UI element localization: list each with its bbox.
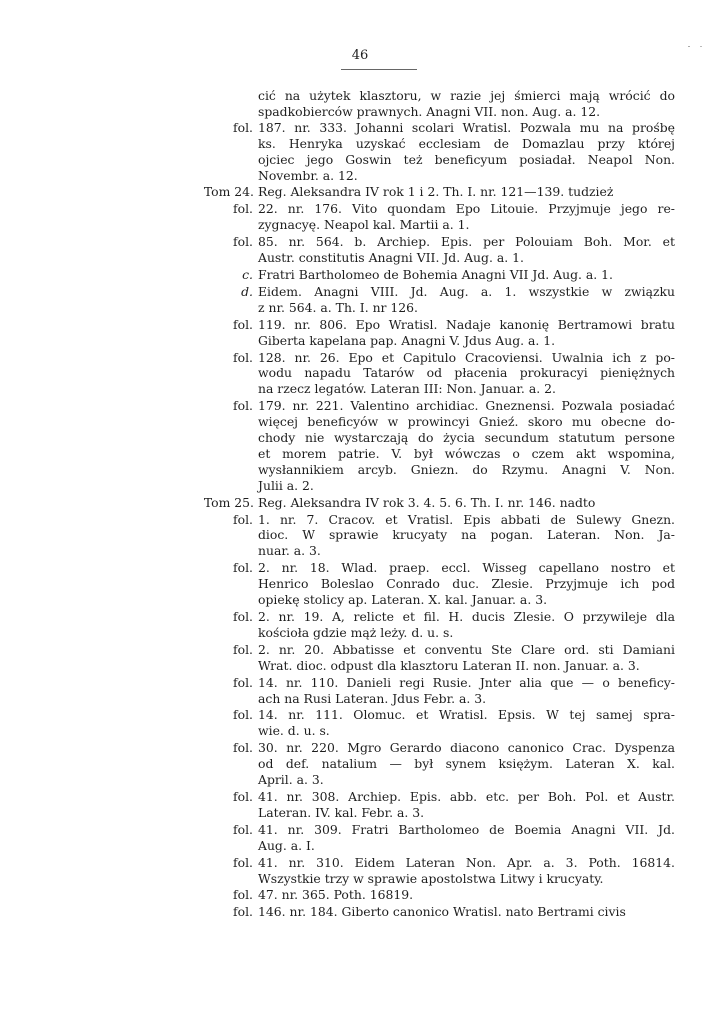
text-line: 128. nr. 26. Epo et Capitulo Cracoviensi. Uwalnia ich z po- — [258, 349, 675, 365]
header-rule — [341, 69, 417, 70]
entry-label: fol. — [233, 398, 253, 414]
text-line: 2. nr. 20. Abbatisse et conventu Ste Clare ord. sti Damiani — [258, 641, 675, 657]
folio-entry — [185, 609, 675, 641]
entry-label: fol. — [233, 854, 253, 870]
text-line: et morem patrie. V. był wówczas o czem akt wspomina, — [258, 445, 675, 461]
entry-label: fol. — [233, 904, 253, 920]
text-line: nuar. a. 3. — [258, 543, 321, 559]
folio-entry — [185, 398, 675, 493]
folio-entry — [185, 642, 675, 674]
folio-entry — [185, 267, 675, 283]
entry-label: fol. — [233, 119, 253, 135]
text-line: 1. nr. 7. Cracov. et Vratisl. Epis abbati de Sulewy Gnezn. — [258, 511, 675, 527]
text-line: chody nie wystarczają do życia secundum statutum persone — [258, 430, 675, 446]
entry-label: fol. — [233, 788, 253, 804]
entry-label: fol. — [233, 609, 253, 624]
entry-label: fol. — [233, 740, 253, 756]
folio-entry — [185, 789, 675, 821]
text-line: 47. nr. 365. Poth. 16819. — [258, 887, 414, 903]
folio-entry — [185, 512, 675, 560]
entry-label: d. — [241, 283, 253, 299]
text-line: od def. natalium — był synem księżym. Lateran X. kal. — [258, 756, 675, 772]
text-line: Eidem. Anagni VIII. Jd. Aug. a. 1. wszystkie w związku — [258, 283, 675, 299]
text-line: 119. nr. 806. Epo Wratisl. Nadaje kanonię Bertramowi bratu — [258, 316, 675, 332]
folio-entry — [185, 350, 675, 398]
text-line: więcej beneficyów w prowincyi Gnieź. skoro mu obecne do- — [258, 414, 675, 430]
text-line: spadkobierców prawnych. Anagni VII. non. Aug. a. 12. — [258, 103, 601, 119]
text-line: 30. nr. 220. Mgro Gerardo diacono canonico Crac. Dyspenza — [258, 740, 675, 756]
text-line: Wszystkie trzy w sprawie apostolstwa Litwy i krucyaty. — [258, 870, 604, 886]
entry-label: fol. — [233, 234, 253, 250]
entry-label: fol. — [233, 821, 253, 837]
text-line: zygnacyę. Neapol kal. Martii a. 1. — [258, 217, 470, 233]
text-line: 22. nr. 176. Vito quondam Epo Litouie. Przyjmuje jego re- — [258, 201, 675, 217]
text-line: opiekę stolicy ap. Lateran. X. kal. Januar. a. 3. — [258, 592, 548, 608]
entry-label: fol. — [233, 511, 253, 527]
entry-label: fol. — [233, 887, 253, 903]
text-line: 146. nr. 184. Giberto canonico Wratisl. nato Bertrami civis — [258, 904, 626, 920]
text-line: 41. nr. 310. Eidem Lateran Non. Apr. a. 3. Poth. 16814. — [258, 854, 675, 870]
folio-entry — [185, 120, 675, 184]
folio-entry — [185, 560, 675, 608]
text-line: Lateran. IV. kal. Febr. a. 3. — [258, 804, 425, 820]
entry-label: c. — [242, 266, 253, 282]
volume-entry — [100, 184, 675, 200]
text-line: Reg. Aleksandra IV rok 1 i 2. Th. I. nr. 121—139. tudzież — [258, 184, 614, 200]
volume-entry — [100, 495, 675, 511]
text-line: Austr. constitutis Anagni VII. Jd. Aug. a. 1. — [258, 250, 524, 266]
entry-label: fol. — [233, 707, 253, 723]
folio-entry — [185, 740, 675, 788]
entry-label: fol. — [233, 201, 253, 217]
text-line: wie. d. u. s. — [258, 723, 330, 739]
folio-entry — [185, 317, 675, 349]
entry-label: fol. — [233, 641, 253, 657]
text-line: Julii a. 2. — [258, 477, 314, 493]
folio-entry — [185, 822, 675, 854]
text-line: kościoła gdzie mąż leży. d. u. s. — [258, 624, 454, 640]
text-line: 41. nr. 308. Archiep. Epis. abb. etc. per Boh. Pol. et Austr. — [258, 788, 675, 804]
folio-entry — [185, 707, 675, 739]
text-line: 14. nr. 110. Danieli regi Rusie. Jnter alia que — o beneficy- — [258, 674, 675, 690]
folio-entry — [185, 855, 675, 887]
text-line: 14. nr. 111. Olomuc. et Wratisl. Epsis. W tej samej spra- — [258, 707, 675, 723]
folio-entry — [185, 904, 675, 920]
text-line: 2. nr. 18. Wlad. praep. eccl. Wisseg capellano nostro et — [258, 560, 675, 576]
text-line: 2. nr. 19. A, relicte et fil. H. ducis Zlesie. O przywileje dla — [258, 609, 675, 624]
text-line: ojciec jego Goswin też beneficyum posiadał. Neapol Non. — [258, 151, 675, 167]
text-line: cić na użytek klasztoru, w razie jej śmierci mają wrócić do — [258, 88, 675, 103]
text-line: Novembr. a. 12. — [258, 167, 358, 183]
text-line: z nr. 564. a. Th. I. nr 126. — [258, 299, 419, 315]
text-line: wysłannikiem arcyb. Gniezn. do Rzymu. Anagni V. Non. — [258, 461, 675, 477]
text-line: 41. nr. 309. Fratri Bartholomeo de Boemia Anagni VII. Jd. — [258, 821, 675, 837]
entry-label: Tom 25. — [203, 494, 254, 510]
continuation-paragraph — [185, 88, 675, 120]
entry-label: fol. — [233, 560, 253, 576]
text-line: Reg. Aleksandra IV rok 3. 4. 5. 6. Th. I. nr. 146. nadto — [258, 494, 596, 510]
text-line: 187. nr. 333. Johanni scolari Wratisl. Pozwala mu na prośbę — [258, 119, 675, 135]
text-line: April. a. 3. — [258, 772, 324, 788]
page-number: 46 — [351, 48, 369, 63]
folio-entry — [185, 284, 675, 316]
entry-label: fol. — [233, 674, 253, 690]
scan-speck — [688, 46, 690, 47]
text-line: na rzecz legatów. Lateran III: Non. Januar. a. 2. — [258, 381, 556, 397]
entry-label: fol. — [233, 316, 253, 332]
document-body — [185, 88, 675, 921]
text-line: Aug. a. I. — [258, 837, 315, 853]
text-line: ach na Rusi Lateran. Jdus Febr. a. 3. — [258, 690, 487, 706]
text-line: dioc. W sprawie krucyaty na pogan. Lateran. Non. Ja- — [258, 527, 675, 543]
text-line: Henrico Boleslao Conrado duc. Zlesie. Przyjmuje ich pod — [258, 576, 675, 592]
scan-speck — [700, 46, 702, 47]
text-line: Fratri Bartholomeo de Bohemia Anagni VII Jd. Aug. a. 1. — [258, 266, 613, 282]
text-line: 85. nr. 564. b. Archiep. Epis. per Polouiam Boh. Mor. et — [258, 234, 675, 250]
folio-entry — [185, 887, 675, 903]
entry-label: fol. — [233, 349, 253, 365]
entry-label: Tom 24. — [203, 184, 254, 200]
folio-entry — [185, 675, 675, 707]
text-line: Wrat. dioc. odpust dla klasztoru Lateran II. non. Januar. a. 3. — [258, 657, 640, 673]
folio-entry — [185, 201, 675, 233]
entry-list — [185, 120, 675, 920]
folio-entry — [185, 234, 675, 266]
text-line: ks. Henryka uzyskać ecclesiam de Domazlau przy której — [258, 135, 675, 151]
text-line: Giberta kapelana pap. Anagni V. Jdus Aug. a. 1. — [258, 332, 556, 348]
text-line: 179. nr. 221. Valentino archidiac. Gneznensi. Pozwala posiadać — [258, 398, 675, 414]
text-line: wodu napadu Tatarów od płacenia prokuracyi pieniężnych — [258, 365, 675, 381]
